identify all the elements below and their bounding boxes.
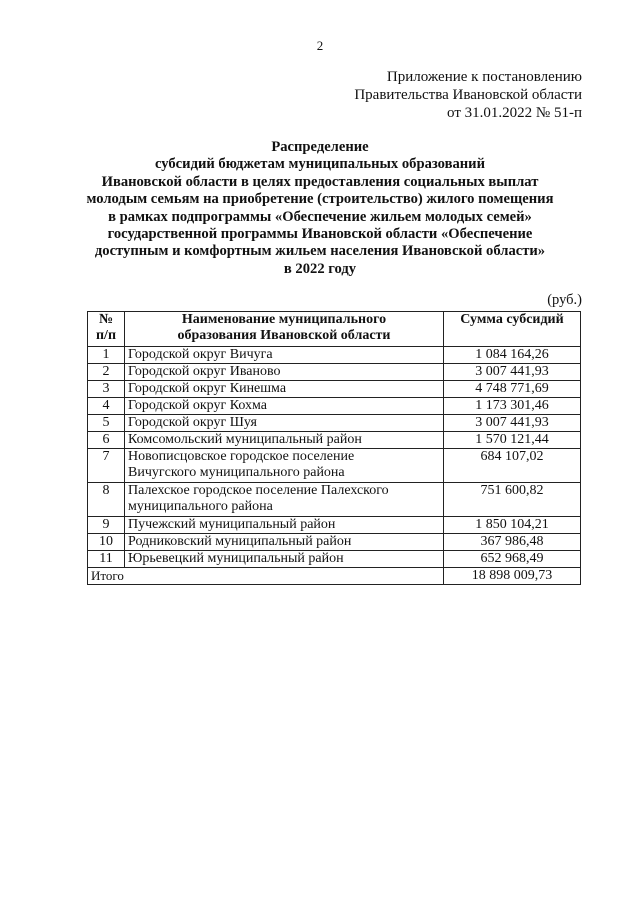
table-row <box>88 449 581 483</box>
header-number <box>88 312 125 347</box>
row-municipality <box>125 432 444 449</box>
municipality-line: Городской округ Иваново <box>128 364 281 379</box>
row-amount: 1 850 104,21 <box>444 517 581 534</box>
municipality-line: Пучежский муниципальный район <box>128 517 336 532</box>
row-amount: 3 007 441,93 <box>444 415 581 432</box>
header-name-line: Наименование муниципального <box>181 312 387 327</box>
row-number: 4 <box>88 398 125 415</box>
row-amount: 367 986,48 <box>444 534 581 551</box>
row-amount: 3 007 441,93 <box>444 364 581 381</box>
table-row <box>88 381 581 398</box>
row-amount: 684 107,02 <box>444 449 581 483</box>
row-municipality <box>125 364 444 381</box>
municipality-line: Городской округ Кохма <box>128 398 268 413</box>
municipality-line: Комсомольский муниципальный район <box>128 432 362 447</box>
row-amount: 751 600,82 <box>444 483 581 517</box>
municipality-line: Вичугского муниципального района <box>128 465 345 480</box>
appendix-line: Правительства Ивановской области <box>354 87 582 103</box>
appendix-line: от 31.01.2022 № 51-п <box>447 105 582 121</box>
row-amount: 4 748 771,69 <box>444 381 581 398</box>
row-municipality <box>125 415 444 432</box>
row-amount: 1 173 301,46 <box>444 398 581 415</box>
row-amount: 1 570 121,44 <box>444 432 581 449</box>
municipality-line: муниципального района <box>128 499 273 514</box>
row-municipality <box>125 381 444 398</box>
row-number: 6 <box>88 432 125 449</box>
table-row <box>88 534 581 551</box>
row-municipality <box>125 449 444 483</box>
municipality-line: Юрьевецкий муниципальный район <box>128 551 344 566</box>
municipality-line: Палехское городское поселение Палехского <box>128 483 389 498</box>
municipality-line: Новописцовское городское поселение <box>128 449 355 464</box>
row-number: 7 <box>88 449 125 483</box>
row-municipality <box>125 517 444 534</box>
municipality-line: Городской округ Кинешма <box>128 381 287 396</box>
row-amount: 652 968,49 <box>444 551 581 568</box>
title-line: доступным и комфортным жильем населения Ивановской области» <box>94 243 546 260</box>
title-line: государственной программы Ивановской области «Обеспечение <box>107 226 533 243</box>
title-line: субсидий бюджетам муниципальных образований <box>155 156 485 173</box>
document-title <box>60 139 580 278</box>
municipality-line: Городской округ Шуя <box>128 415 257 430</box>
row-municipality <box>125 483 444 517</box>
row-number: 2 <box>88 364 125 381</box>
municipality-line: Городской округ Вичуга <box>128 347 273 362</box>
table-row <box>88 432 581 449</box>
row-municipality <box>125 534 444 551</box>
row-municipality <box>125 398 444 415</box>
row-municipality <box>125 347 444 364</box>
table-row <box>88 347 581 364</box>
title-line: в рамках подпрограммы «Обеспечение жильем молодых семей» <box>108 208 532 225</box>
header-name-line: образования Ивановской области <box>177 328 391 343</box>
row-municipality <box>125 551 444 568</box>
header-name <box>125 312 444 347</box>
row-amount: 1 084 164,26 <box>444 347 581 364</box>
page-number: 2 <box>316 38 324 53</box>
municipality-line: Родниковский муниципальный район <box>128 534 352 549</box>
table-row <box>88 517 581 534</box>
appendix-header <box>354 68 582 122</box>
table-row <box>88 364 581 381</box>
subsidy-table <box>87 311 581 585</box>
currency-unit: (руб.) <box>547 292 582 308</box>
row-number: 1 <box>88 347 125 364</box>
row-number: 8 <box>88 483 125 517</box>
header-number-line: п/п <box>95 328 117 343</box>
header-amount: Сумма субсидий <box>444 312 581 347</box>
table-row <box>88 415 581 432</box>
total-row <box>88 568 581 585</box>
title-line: в 2022 году <box>283 260 357 277</box>
total-label: Итого <box>88 568 444 585</box>
table-row <box>88 551 581 568</box>
row-number: 5 <box>88 415 125 432</box>
row-number: 3 <box>88 381 125 398</box>
table-row <box>88 398 581 415</box>
title-line: молодым семьям на приобретение (строительство) жилого помещения <box>86 191 554 208</box>
appendix-line: Приложение к постановлению <box>386 69 582 85</box>
row-number: 10 <box>88 534 125 551</box>
total-amount: 18 898 009,73 <box>444 568 581 585</box>
table-row <box>88 483 581 517</box>
title-line: Распределение <box>271 139 369 155</box>
header-number-line: № <box>98 312 114 327</box>
title-line: Ивановской области в целях предоставления социальных выплат <box>101 173 539 190</box>
row-number: 9 <box>88 517 125 534</box>
table-header-row <box>88 312 581 347</box>
row-number: 11 <box>88 551 125 568</box>
